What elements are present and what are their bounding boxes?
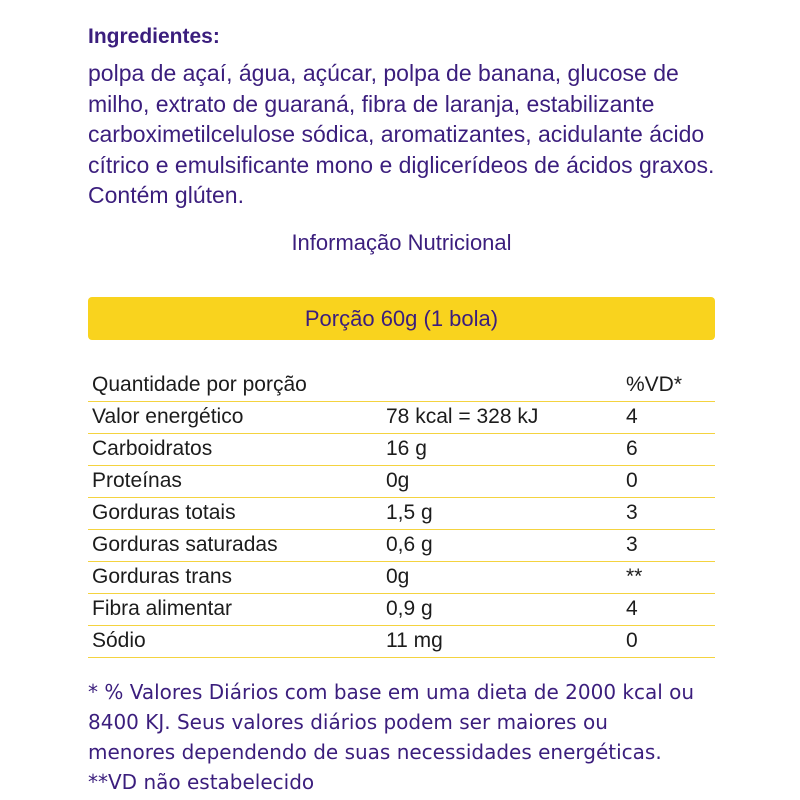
table-row [88,466,715,498]
nutrition-title: Informação Nutricional [291,230,512,255]
table-row [88,562,715,594]
table-row [88,498,715,530]
table-row [88,402,715,434]
footnote-line: * % Valores Diários com base em uma dieta de 2000 kcal ou [88,680,695,704]
table-row [88,434,715,466]
ingredients-line: polpa de açaí, água, açúcar, polpa de banana, glucose de [88,60,679,86]
column-header-quantity: Quantidade por porção [92,373,307,396]
nutrition-table [88,370,715,658]
footnote [88,677,694,797]
portion-label: Porção 60g (1 bola) [304,305,499,331]
table-row [88,530,715,562]
nutrient-amount: 0,6 g [386,533,433,556]
nutrient-daily-value: 0 [626,629,638,652]
column-header-daily-value: %VD* [626,373,683,396]
portion-banner [88,297,715,340]
table-header-row [88,370,715,402]
nutrient-name: Fibra alimentar [92,597,233,620]
ingredients-line: carboximetilcelulose sódica, aromatizantes, acidulante ácido [88,121,705,147]
nutrient-name: Proteínas [92,469,182,492]
nutrient-amount: 16 g [386,437,427,460]
ingredients-line: cítrico e emulsificante mono e diglicerídeos de ácidos graxos. [88,151,715,178]
nutrient-name: Carboidratos [92,437,213,460]
nutrient-name: Gorduras totais [92,501,236,524]
nutrient-name: Sódio [92,629,146,652]
nutrient-daily-value: 6 [626,437,638,460]
footnote-line: **VD não estabelecido [88,770,315,794]
nutrient-amount: 11 mg [386,629,443,652]
nutrient-amount: 0g [386,565,410,588]
nutrient-amount: 78 kcal = 328 kJ [386,405,539,428]
ingredients-title: Ingredientes: [88,25,220,48]
ingredients-text [88,58,714,211]
nutrient-name: Gorduras trans [92,565,233,588]
nutrient-daily-value: ** [626,565,643,588]
table-row [88,594,715,626]
nutrient-amount: 0g [386,469,410,492]
nutrient-amount: 0,9 g [386,597,433,620]
nutrient-daily-value: 3 [626,501,638,524]
nutrient-name: Gorduras saturadas [92,533,278,556]
nutrient-amount: 1,5 g [386,501,433,524]
footnote-line: menores dependendo de suas necessidades energéticas. [88,740,662,764]
nutrient-name: Valor energético [92,405,244,428]
footnote-line: 8400 KJ. Seus valores diários podem ser maiores ou [88,710,608,734]
table-row [88,626,715,658]
nutrient-daily-value: 4 [626,597,638,620]
nutrient-daily-value: 3 [626,533,638,556]
column-header-amount [382,370,622,401]
ingredients-line: milho, extrato de guaraná, fibra de laranja, estabilizante [88,90,655,117]
nutrient-daily-value: 4 [626,405,638,428]
ingredients-line: Contém glúten. [88,182,244,208]
nutrient-daily-value: 0 [626,469,638,492]
